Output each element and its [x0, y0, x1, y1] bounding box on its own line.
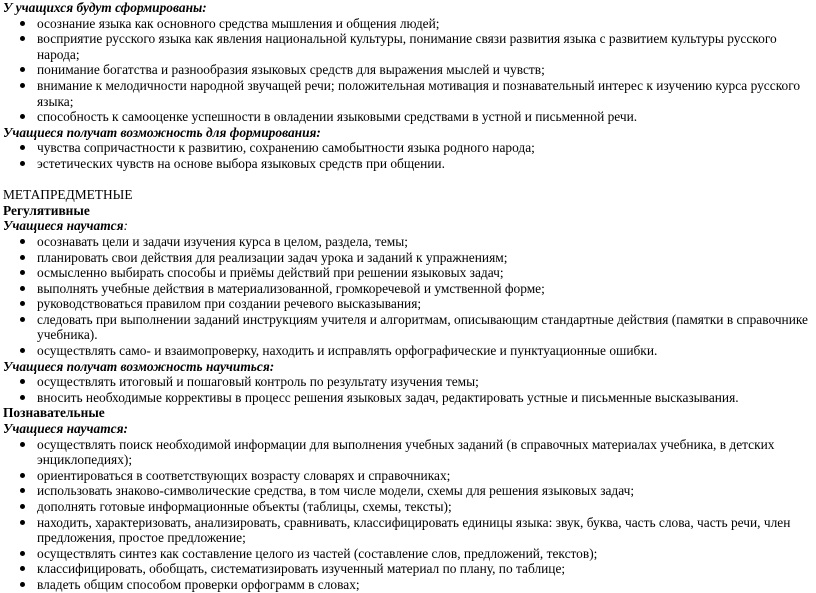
list-item: планировать свои действия для реализации задач урока и заданий к упражнениям; — [3, 250, 811, 266]
document-page — [3, 0, 811, 593]
list-item: ориентироваться в соответствующих возрасту словарях и справочниках; — [3, 468, 811, 484]
regulative-learn-heading: Учащиеся научатся: — [3, 218, 128, 234]
bullet-icon — [20, 395, 25, 400]
bullet-icon — [20, 21, 25, 26]
list-item: осознавать цели и задачи изучения курса в целом, раздела, темы; — [3, 234, 811, 250]
personal-heading: У учащихся будут сформированы: — [3, 0, 207, 15]
bullet-icon — [20, 114, 25, 119]
list-item: руководствоваться правилом при создании речевого высказывания; — [3, 296, 811, 312]
bullet-icon — [20, 442, 25, 447]
bullet-icon — [20, 379, 25, 384]
list-item: внимание к мелодичности народной звучащей речи; положительная мотивация и познавательный интерес к изучению курса русского языка; — [3, 78, 811, 109]
regulative-opportunity-list — [3, 374, 811, 405]
regulative-title: Регулятивные — [3, 202, 90, 218]
bullet-icon — [20, 551, 25, 556]
regulative-learn-list — [3, 234, 811, 359]
list-item: осознание языка как основного средства мышления и общения людей; — [3, 16, 811, 32]
bullet-icon — [20, 301, 25, 306]
list-item: использовать знаково-символические средства, в том числе модели, схемы для решения языковых задач; — [3, 483, 811, 499]
bullet-icon — [20, 255, 25, 260]
list-item: понимание богатства и разнообразия языковых средств для выражения мыслей и чувств; — [3, 62, 811, 78]
bullet-icon — [20, 566, 25, 571]
regulative-opportunity-heading: Учащиеся получат возможность научиться: — [3, 358, 275, 374]
list-item: осмысленно выбирать способы и приёмы действий при решении языковых задач; — [3, 265, 811, 281]
list-item: чувства сопричастности к развитию, сохранению самобытности языка родного народа; — [3, 140, 811, 156]
list-item: осуществлять само- и взаимопроверку, находить и исправлять орфографические и пунктуационные ошибки. — [3, 343, 811, 359]
cognitive-learn-heading: Учащиеся научатся: — [3, 421, 128, 437]
list-item: осуществлять поиск необходимой информации для выполнения учебных заданий (в справочных материалах учебника, в детских энциклопедиях); — [3, 437, 811, 468]
list-item: владеть общим способом проверки орфограмм в словах; — [3, 577, 811, 593]
bullet-icon — [20, 582, 25, 587]
list-item: вносить необходимые коррективы в процесс решения языковых задач, редактировать устные и письменные высказывания. — [3, 390, 811, 406]
bullet-icon — [20, 270, 25, 275]
opportunity-heading: Учащиеся получат возможность для формирования: — [3, 124, 321, 140]
list-item: эстетических чувств на основе выбора языковых средств при общении. — [3, 156, 811, 172]
spacer — [3, 172, 811, 188]
list-item: находить, характеризовать, анализировать, сравнивать, классифицировать единицы языка: звук, буква, часть слова, часть речи, член предложения, простое предложение; — [3, 515, 811, 546]
bullet-icon — [20, 286, 25, 291]
personal-list — [3, 16, 811, 125]
bullet-icon — [20, 520, 25, 525]
opportunity-list — [3, 140, 811, 171]
bullet-icon — [20, 317, 25, 322]
list-item: осуществлять итоговый и пошаговый контроль по результату изучения темы; — [3, 374, 811, 390]
bullet-icon — [20, 36, 25, 41]
bullet-icon — [20, 473, 25, 478]
list-item: восприятие русского языка как явления национальной культуры, понимание связи развития языка с развитием культуры русского народа; — [3, 31, 811, 62]
bullet-icon — [20, 504, 25, 509]
bullet-icon — [20, 145, 25, 150]
bullet-icon — [20, 161, 25, 166]
bullet-icon — [20, 348, 25, 353]
list-item: следовать при выполнении заданий инструкциям учителя и алгоритмам, описывающим стандартные действия (памятки в справочнике учебника). — [3, 312, 811, 343]
list-item: дополнять готовые информационные объекты (таблицы, схемы, тексты); — [3, 499, 811, 515]
bullet-icon — [20, 67, 25, 72]
cognitive-title: Познавательные — [3, 405, 105, 421]
bullet-icon — [20, 239, 25, 244]
list-item: выполнять учебные действия в материализованной, громкоречевой и умственной форме; — [3, 281, 811, 297]
list-item: способность к самооценке успешности в овладении языковыми средствами в устной и письменной речи. — [3, 109, 811, 125]
cognitive-learn-list — [3, 437, 811, 593]
list-item: классифицировать, обобщать, систематизировать изученный материал по плану, по таблице; — [3, 561, 811, 577]
meta-title: МЕТАПРЕДМЕТНЫЕ — [3, 187, 133, 203]
list-item: осуществлять синтез как составление целого из частей (составление слов, предложений, текстов); — [3, 546, 811, 562]
bullet-icon — [20, 488, 25, 493]
bullet-icon — [20, 83, 25, 88]
